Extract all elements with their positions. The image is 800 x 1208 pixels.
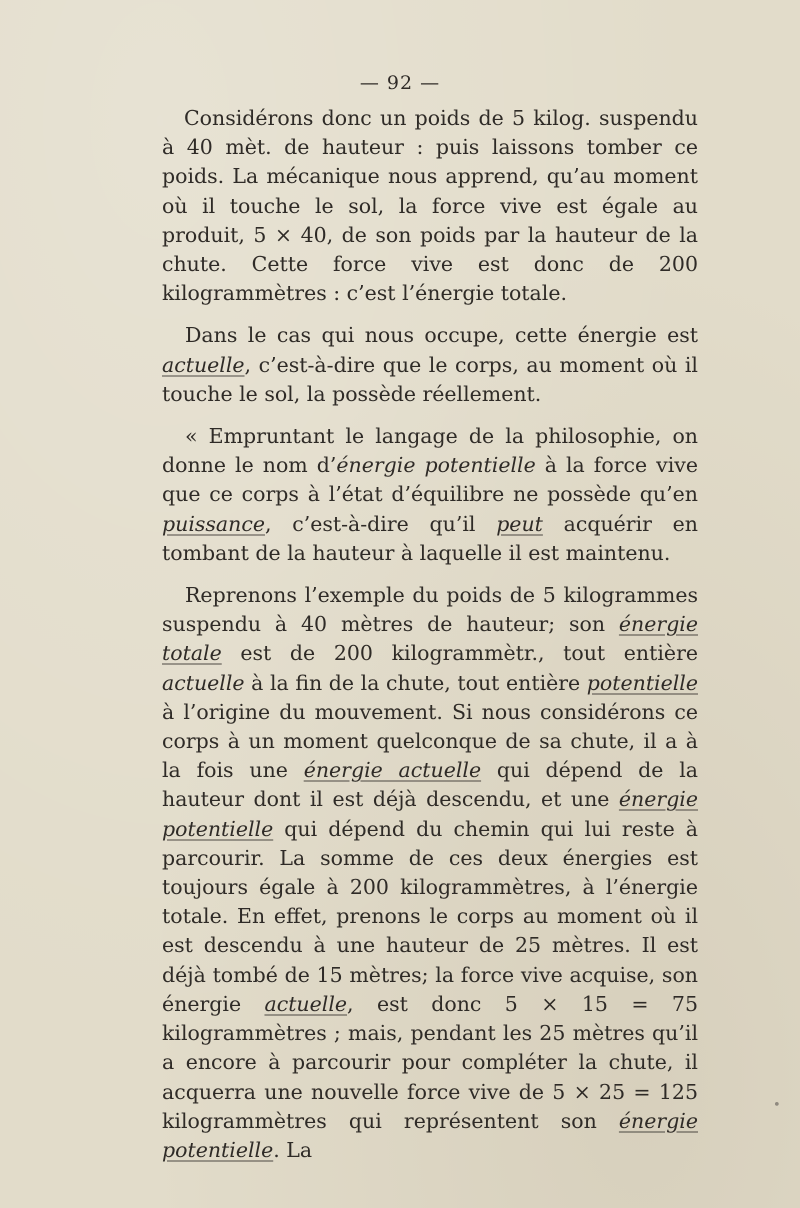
text-run: Considérons donc un poids de 5 kilog. suspendu à 40 mèt. de hauteur : puis laissons tomber ce poids. La mécanique nous apprend, qu’au moment où il touche le sol, la force vive est égale au produit, 5 × 40, de son poids par la hauteur de la chute. Cette force vive est donc de 200 kilogrammètres : c’est l’énergie totale. — [162, 106, 698, 306]
text-run: est de 200 kilogrammètr., tout entière — [221, 641, 698, 666]
text-run: à l’origine du mouvement. Si nous considérons ce corps à un moment quelconque de sa chute, il a à la fois une — [162, 699, 698, 783]
text-run: , c’est-à-dire que le corps, au moment où il touche le sol, la possède réellement. — [162, 352, 698, 406]
body-text — [162, 104, 698, 1165]
emphasized-term: énergie totale — [162, 612, 698, 666]
emphasized-term: actuelle — [162, 352, 245, 377]
ink-speck: • — [773, 1098, 781, 1113]
text-run: qui dépend du chemin qui lui reste à parcourir. La somme de ces deux énergies est toujours égale à 200 kilogrammètres, à l’énergie totale. En effet, prenons le corps au moment où il est descendu à une hauteur de 25 mètres. Il est déjà tombé de 15 mètres; la force vive acquise, son énergie — [162, 816, 698, 1016]
emphasized-term: actuelle — [264, 991, 348, 1016]
paragraph — [162, 321, 698, 409]
paragraph — [162, 104, 698, 308]
text-run: . La — [273, 1137, 313, 1162]
text-run: à la force vive que ce corps à l’état d’équilibre ne possède qu’en — [162, 453, 698, 507]
emphasized-term: potentielle — [586, 670, 698, 695]
text-run: Reprenons l’exemple du poids de 5 kilogrammes suspendu à 40 mètres de hauteur; son — [162, 583, 698, 637]
text-run: qui dépend de la hauteur dont il est déjà descendu, et une — [162, 758, 698, 812]
emphasized-term: énergie potentielle — [336, 453, 536, 478]
text-run: à la fin de la chute, tout entière — [244, 670, 587, 695]
text-run: Dans le cas qui nous occupe, cette énergie est — [185, 323, 698, 348]
emphasized-term: puissance — [162, 511, 265, 536]
text-run: , c’est-à-dire qu’il — [264, 511, 497, 536]
emphasized-term: peut — [496, 511, 543, 536]
text-run: « Empruntant le langage de la philosophie, on donne le nom d’ — [162, 424, 698, 478]
paragraph — [162, 581, 698, 1165]
emphasized-term: énergie potentielle — [162, 1108, 698, 1162]
text-run: , est donc 5 × 15 = 75 kilogrammètres ; mais, pendant les 25 mètres qu’il a encore à parcourir pour compléter la chute, il acquerra une nouvelle force vive de 5 × 25 = 125 kilogrammètres qui représentent son — [162, 991, 698, 1133]
text-run: acquérir en tombant de la hauteur à laquelle il est maintenu. — [162, 511, 698, 565]
emphasized-term: actuelle — [162, 670, 245, 695]
emphasized-term: énergie actuelle — [303, 758, 482, 783]
page-number: — 92 — — [359, 72, 441, 94]
emphasized-term: énergie potentielle — [162, 787, 698, 841]
paragraph — [162, 422, 698, 568]
